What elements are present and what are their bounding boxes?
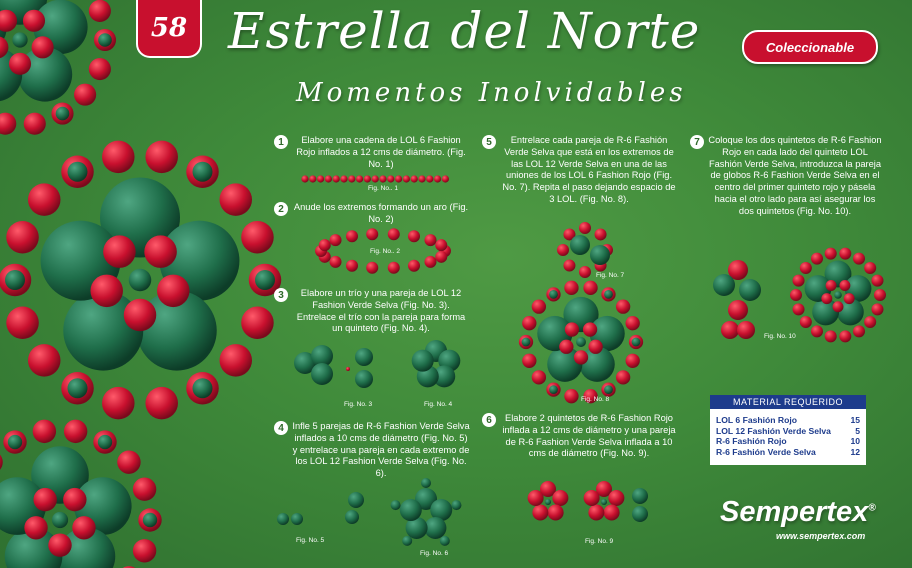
balloon: [28, 344, 61, 377]
balloon: [728, 300, 748, 320]
figure-caption: Fig. No. 4: [424, 401, 453, 408]
step-number: 5: [482, 135, 496, 149]
balloon: [583, 281, 597, 295]
balloon: [133, 539, 156, 562]
figure-caption: Fig. No. 5: [296, 537, 325, 544]
balloon: [6, 221, 39, 254]
balloon: [311, 363, 333, 385]
balloon: [388, 228, 400, 240]
balloon: [874, 289, 886, 301]
balloon: [588, 340, 602, 354]
balloon: [545, 499, 551, 505]
step-text: Elabore un trío y una pareja de LOL 12 Fashion Verde Selva (Fig. No. 3). Entrelace el trío con la pareja para forma un quinteto (Fig. No. 4).: [296, 288, 466, 334]
balloon: [426, 175, 433, 182]
balloon: [579, 222, 591, 234]
balloon: [348, 175, 355, 182]
balloon: [839, 330, 851, 342]
balloon: [355, 370, 373, 388]
balloon: [626, 354, 640, 368]
balloon: [583, 322, 597, 336]
balloon: [63, 488, 86, 511]
material-row: R-6 Fashión Rojo 10: [716, 436, 860, 446]
figure-caption: Fig. No. 9: [585, 538, 614, 545]
balloon: [834, 291, 842, 299]
balloon: [626, 316, 640, 330]
material-row: LOL 6 Fashión Rojo 15: [716, 415, 860, 425]
balloon: [28, 183, 61, 216]
material-heading: MATERIAL REQUERIDO: [710, 395, 866, 409]
balloon: [98, 435, 112, 449]
balloon: [549, 290, 558, 299]
material-list: [710, 395, 866, 465]
balloon: [793, 275, 805, 287]
balloon: [32, 36, 54, 58]
balloon: [616, 370, 630, 384]
balloon: [800, 262, 812, 274]
balloon: [24, 516, 47, 539]
balloon: [853, 253, 865, 265]
balloon: [565, 322, 579, 336]
balloon: [117, 450, 140, 473]
balloon: [522, 338, 531, 347]
balloon: [144, 235, 177, 267]
balloon: [89, 0, 111, 22]
balloon: [532, 505, 548, 521]
balloon: [309, 175, 316, 182]
balloon: [825, 330, 837, 342]
step-text: Elabore una cadena de LOL 6 Fashion Rojo inflados a 12 cms de diámetro. (Fig. No. 1): [296, 135, 466, 169]
balloon: [333, 175, 340, 182]
balloon: [826, 280, 837, 291]
balloon: [319, 239, 331, 251]
balloon: [9, 53, 31, 75]
balloon: [442, 175, 449, 182]
balloon: [811, 325, 823, 337]
material-row: LOL 12 Fashión Verde Selva 5: [716, 425, 860, 436]
balloon: [364, 175, 371, 182]
balloon: [64, 420, 87, 443]
balloon: [721, 321, 739, 339]
step-text: Infle 5 parejas de R-6 Fashion Verde Selva inflados a 10 cms de diámetro (Fig. No. 5) y entrelace una pareja en cada extremo de los LOL 12 Fashion Verde Selva (Fig. No. 6).: [292, 421, 470, 479]
balloon: [522, 316, 536, 330]
page-subtitle: Momentos Inolvidables: [296, 78, 687, 108]
balloon: [532, 370, 546, 384]
balloon: [564, 281, 578, 295]
balloon: [552, 490, 568, 506]
balloon: [48, 534, 71, 557]
figure-caption: Fig. No.. 2: [370, 248, 400, 255]
figure-caption: Fig. No. 10: [764, 333, 796, 340]
balloon: [89, 58, 111, 80]
balloon: [549, 385, 558, 394]
balloon: [522, 354, 536, 368]
balloon: [241, 221, 274, 254]
balloon: [68, 162, 88, 182]
balloon: [570, 235, 590, 255]
balloon: [241, 307, 274, 340]
balloon: [713, 274, 735, 296]
step-text: Anude los extremos formando un aro (Fig. No. 2): [293, 202, 469, 224]
balloon: [330, 234, 342, 246]
balloon: [590, 245, 610, 265]
balloon: [601, 499, 607, 505]
balloon: [12, 32, 27, 47]
balloon: [391, 500, 401, 510]
step-text: Entrelace cada pareja de R-6 Fashión Verde Selva que está en los extremos de las LOL 12 Verde Selva en una de las uniones de los LOL 6 Fashion Rojo (Fig. No. 7). Repita el paso dejando espacio de 3 LOL. (Fig. No. 8).: [502, 135, 676, 204]
balloon: [400, 499, 422, 521]
balloon: [33, 488, 56, 511]
step-number: 2: [274, 202, 288, 216]
balloon: [372, 175, 379, 182]
balloon: [793, 303, 805, 315]
balloon: [864, 316, 876, 328]
balloon: [98, 33, 112, 47]
balloon: [408, 230, 420, 242]
balloon: [103, 235, 136, 267]
balloon: [616, 299, 630, 313]
balloon: [193, 162, 213, 182]
step-number: 1: [274, 135, 288, 149]
balloon: [825, 248, 837, 260]
balloon: [33, 420, 56, 443]
step-number: 4: [274, 421, 288, 435]
balloon: [325, 175, 332, 182]
brand-url: www.sempertex.com: [776, 531, 866, 541]
balloon: [133, 478, 156, 501]
balloon: [24, 113, 46, 135]
balloon: [411, 175, 418, 182]
balloon: [440, 536, 450, 546]
balloon: [632, 338, 641, 347]
balloon: [387, 175, 394, 182]
balloon: [595, 228, 607, 240]
balloon: [366, 262, 378, 274]
balloon: [737, 321, 755, 339]
balloon: [576, 337, 586, 347]
balloon: [143, 513, 157, 527]
balloon: [129, 269, 152, 292]
balloon: [833, 301, 844, 312]
balloon: [557, 244, 569, 256]
balloon: [434, 175, 441, 182]
balloon: [402, 536, 412, 546]
balloon: [395, 175, 402, 182]
balloon: [277, 513, 289, 525]
balloon: [424, 517, 446, 539]
balloon: [6, 307, 39, 340]
issue-number-badge: 58: [136, 0, 202, 58]
balloon: [348, 492, 364, 508]
balloon: [584, 490, 600, 506]
figure-caption: Fig. No. 7: [596, 272, 625, 279]
balloon: [388, 262, 400, 274]
balloon: [193, 378, 213, 398]
balloon: [0, 450, 3, 473]
balloon: [102, 387, 135, 420]
balloon: [608, 490, 624, 506]
balloon: [346, 230, 358, 242]
balloon: [532, 299, 546, 313]
balloon: [301, 175, 308, 182]
balloon: [451, 500, 461, 510]
balloon: [0, 113, 16, 135]
balloon: [435, 251, 447, 263]
step-text: Coloque los dos quintetos de R-6 Fashion Rojo en cada lado del quinteto LOL Fashión Verde Selva, introduzca la pareja de globos R-6 Fashion Verde Selva en el centro del primer quinteto rojo y pásela hacia el otro lado para así asegurar los dos quintetos (Fig. No. 10).: [708, 135, 882, 216]
balloon: [145, 141, 178, 174]
balloon: [604, 290, 613, 299]
balloon: [403, 175, 410, 182]
balloon: [340, 175, 347, 182]
figure-caption: Fig. No. 6: [420, 550, 449, 557]
balloon: [559, 340, 573, 354]
balloon: [5, 270, 25, 290]
balloon: [102, 141, 135, 174]
step-text: Elabore 2 quintetos de R-6 Fashion Rojo inflada a 12 cms de diámetro y una pareja de R-6 Fashion Verde Selva inflada a 10 cms de diámetro (Fig. No. 9).: [502, 413, 676, 459]
balloon: [871, 275, 883, 287]
balloon: [23, 10, 45, 32]
balloon: [871, 303, 883, 315]
balloon: [739, 279, 761, 301]
balloon: [220, 183, 253, 216]
balloon: [330, 256, 342, 268]
balloon: [435, 239, 447, 251]
step-number: 6: [482, 413, 496, 427]
balloon: [800, 316, 812, 328]
balloon: [291, 513, 303, 525]
balloon: [90, 275, 123, 308]
balloon: [355, 348, 373, 366]
collectible-badge: Coleccionable: [742, 30, 878, 64]
balloon: [8, 435, 22, 449]
balloon: [56, 107, 70, 121]
balloon: [839, 280, 850, 291]
balloon: [356, 175, 363, 182]
balloon: [408, 260, 420, 272]
figure-caption: Fig. No. 3: [344, 401, 373, 408]
balloon: [811, 253, 823, 265]
balloon: [412, 350, 434, 372]
balloon: [821, 293, 832, 304]
balloon: [853, 325, 865, 337]
step-number: 7: [690, 135, 704, 149]
balloon: [255, 270, 275, 290]
balloon: [346, 260, 358, 272]
balloon: [632, 488, 648, 504]
balloon: [790, 289, 802, 301]
balloon: [564, 389, 578, 403]
balloon: [424, 256, 436, 268]
brand-logo: Sempertex®: [720, 496, 876, 528]
figure-caption: Fig. No.. 1: [368, 185, 398, 192]
balloon: [604, 505, 620, 521]
balloon: [145, 387, 178, 420]
step-number: 3: [274, 288, 288, 302]
balloon: [563, 260, 575, 272]
material-row: R-6 Fashión Verde Selva 12: [716, 446, 860, 457]
balloon: [52, 512, 68, 528]
balloon: [839, 248, 851, 260]
balloon: [74, 84, 96, 106]
balloon: [379, 175, 386, 182]
balloon: [418, 175, 425, 182]
balloon: [864, 262, 876, 274]
balloon: [220, 344, 253, 377]
balloon: [424, 234, 436, 246]
balloon: [588, 505, 604, 521]
balloon: [844, 293, 855, 304]
balloon: [548, 505, 564, 521]
balloon: [528, 490, 544, 506]
page-title: Estrella del Norte: [228, 2, 701, 60]
balloon: [632, 506, 648, 522]
balloon: [72, 516, 95, 539]
balloon: [157, 275, 190, 308]
balloon: [68, 378, 88, 398]
balloon: [604, 385, 613, 394]
balloon: [346, 367, 350, 371]
balloon: [579, 266, 591, 278]
balloon: [366, 228, 378, 240]
balloon: [345, 510, 359, 524]
balloon: [317, 175, 324, 182]
figure-caption: Fig. No. 8: [581, 396, 610, 403]
balloon: [574, 350, 588, 364]
balloon: [124, 299, 157, 332]
